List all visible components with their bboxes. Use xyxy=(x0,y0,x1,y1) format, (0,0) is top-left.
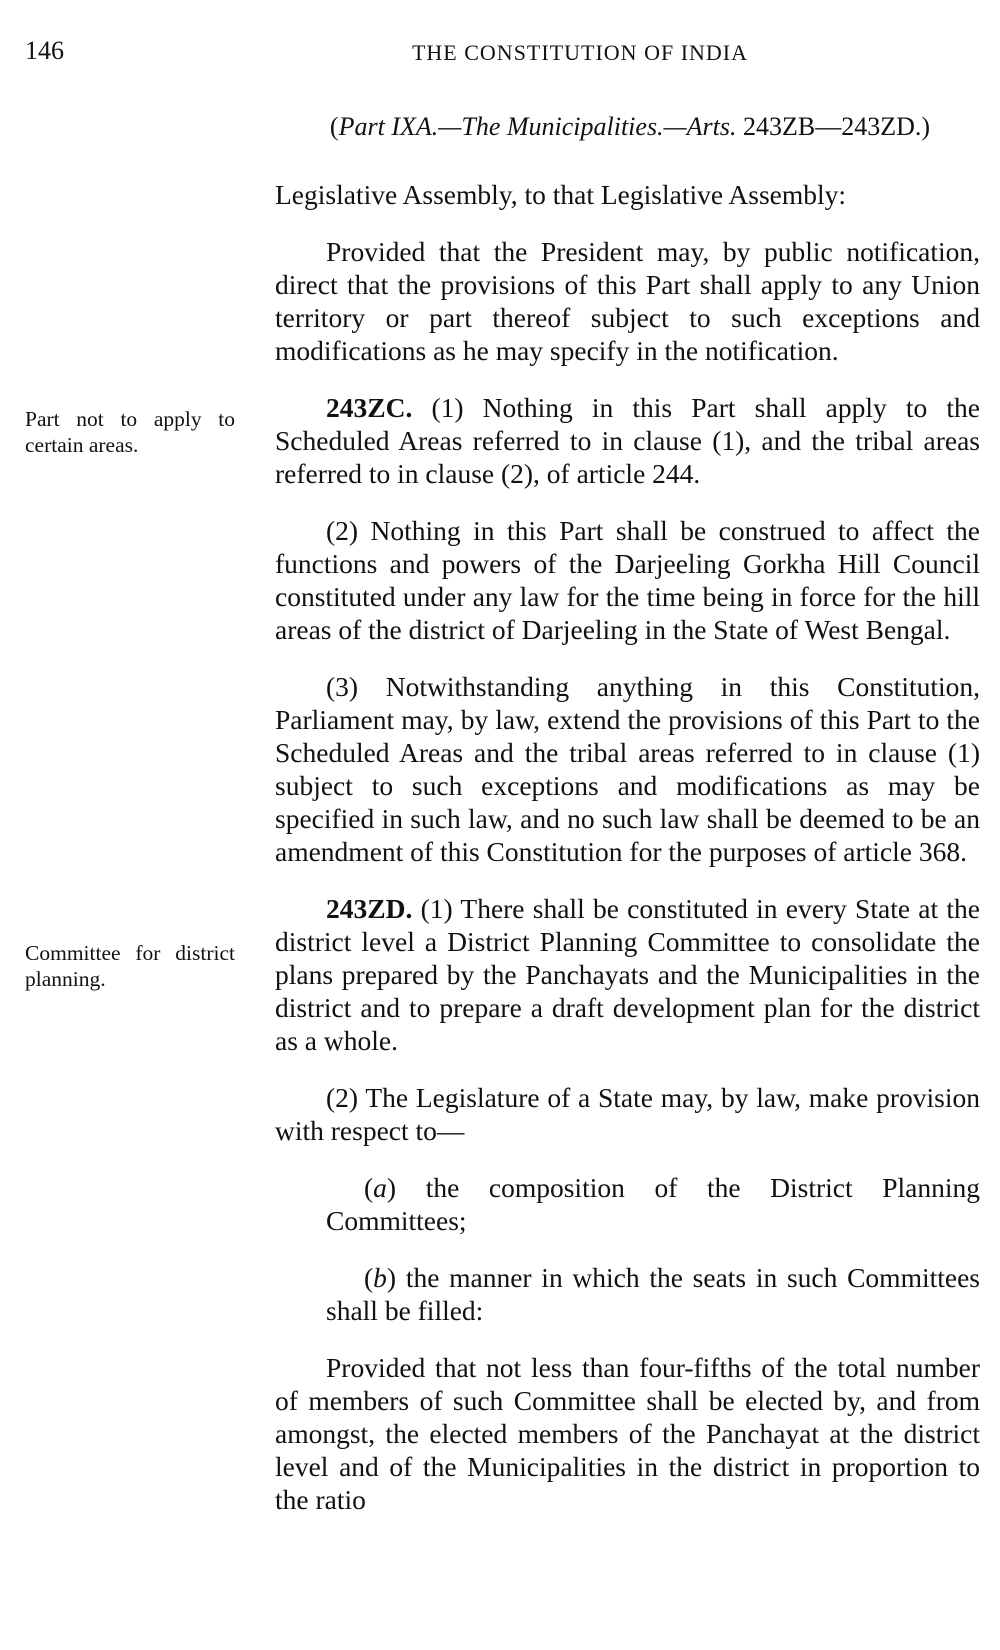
clause-text: (1) There shall be constituted in every State at the district level a District Planning Committee to consolidate the plans prepared by the Panchayats and the Municipalities in the district and to prepare a draft development plan for the district as a whole. xyxy=(275,893,980,1056)
sub-item-b: (b) the manner in which the seats in such Committees shall be filled: xyxy=(326,1262,980,1326)
part-caption-open: ( xyxy=(329,112,339,141)
article-243zc-clause-1 xyxy=(275,391,980,490)
article-number: 243ZC. xyxy=(326,392,413,423)
article-243zc-clause-2: (2) Nothing in this Part shall be construed to affect the functions and powers of the Darjeeling Gorkha Hill Council constituted under any law for the time being in force for the hill areas of the district of Darjeeling in the State of West Bengal. xyxy=(275,515,980,645)
part-caption-italic: Part IXA.—The Municipalities.—Arts. xyxy=(338,112,737,141)
body-text xyxy=(275,178,980,1540)
sub-item-text: the composition of the District Planning Committees; xyxy=(326,1172,980,1236)
part-caption-articles: 243ZB—243ZD.) xyxy=(736,112,931,141)
sub-item-text: the manner in which the seats in such Committees shall be filled: xyxy=(326,1262,980,1326)
page-number: 146 xyxy=(25,36,64,65)
clause-text: (1) Nothing in this Part shall apply to the Scheduled Areas referred to in clause (1), and the tribal areas referred to in clause (2), of article 244. xyxy=(275,392,980,489)
sub-item-a: (a) the composition of the District Planning Committees; xyxy=(326,1172,980,1236)
sub-item-label: b xyxy=(373,1262,387,1293)
article-number: 243ZD. xyxy=(326,893,413,924)
article-243zc-clause-3: (3) Notwithstanding anything in this Constitution, Parliament may, by law, extend the provisions of this Part to the Scheduled Areas and the tribal areas referred to in clause (1) subject to such exceptions and modifications as may be specified in such law, and no such law shall be deemed to be an amendment of this Constitution for the purposes of article 368. xyxy=(275,671,980,867)
running-title: THE CONSTITUTION OF INDIA xyxy=(411,40,749,65)
article-243zd-proviso: Provided that not less than four-fifths of the total number of members of such Committee shall be elected by, and from amongst, the elected members of the Panchayat at the district level and of the Municipalities in the district in proportion to the ratio xyxy=(275,1352,980,1515)
part-caption xyxy=(270,112,990,142)
margin-note-243zc: Part not to apply to certain areas. xyxy=(25,407,235,457)
sub-item-label: a xyxy=(373,1172,387,1203)
proviso-paragraph: Provided that the President may, by public notification, direct that the provisions of this Part shall apply to any Union territory or part thereof subject to such exceptions and modifications as he may specify in the notification. xyxy=(275,236,980,366)
article-243zd-clause-1 xyxy=(275,892,980,1057)
margin-note-243zd: Committee for district planning. xyxy=(25,941,235,991)
continuation-paragraph: Legislative Assembly, to that Legislative Assembly: xyxy=(275,179,847,210)
article-243zd-clause-2: (2) The Legislature of a State may, by law, make provision with respect to— xyxy=(275,1082,980,1146)
